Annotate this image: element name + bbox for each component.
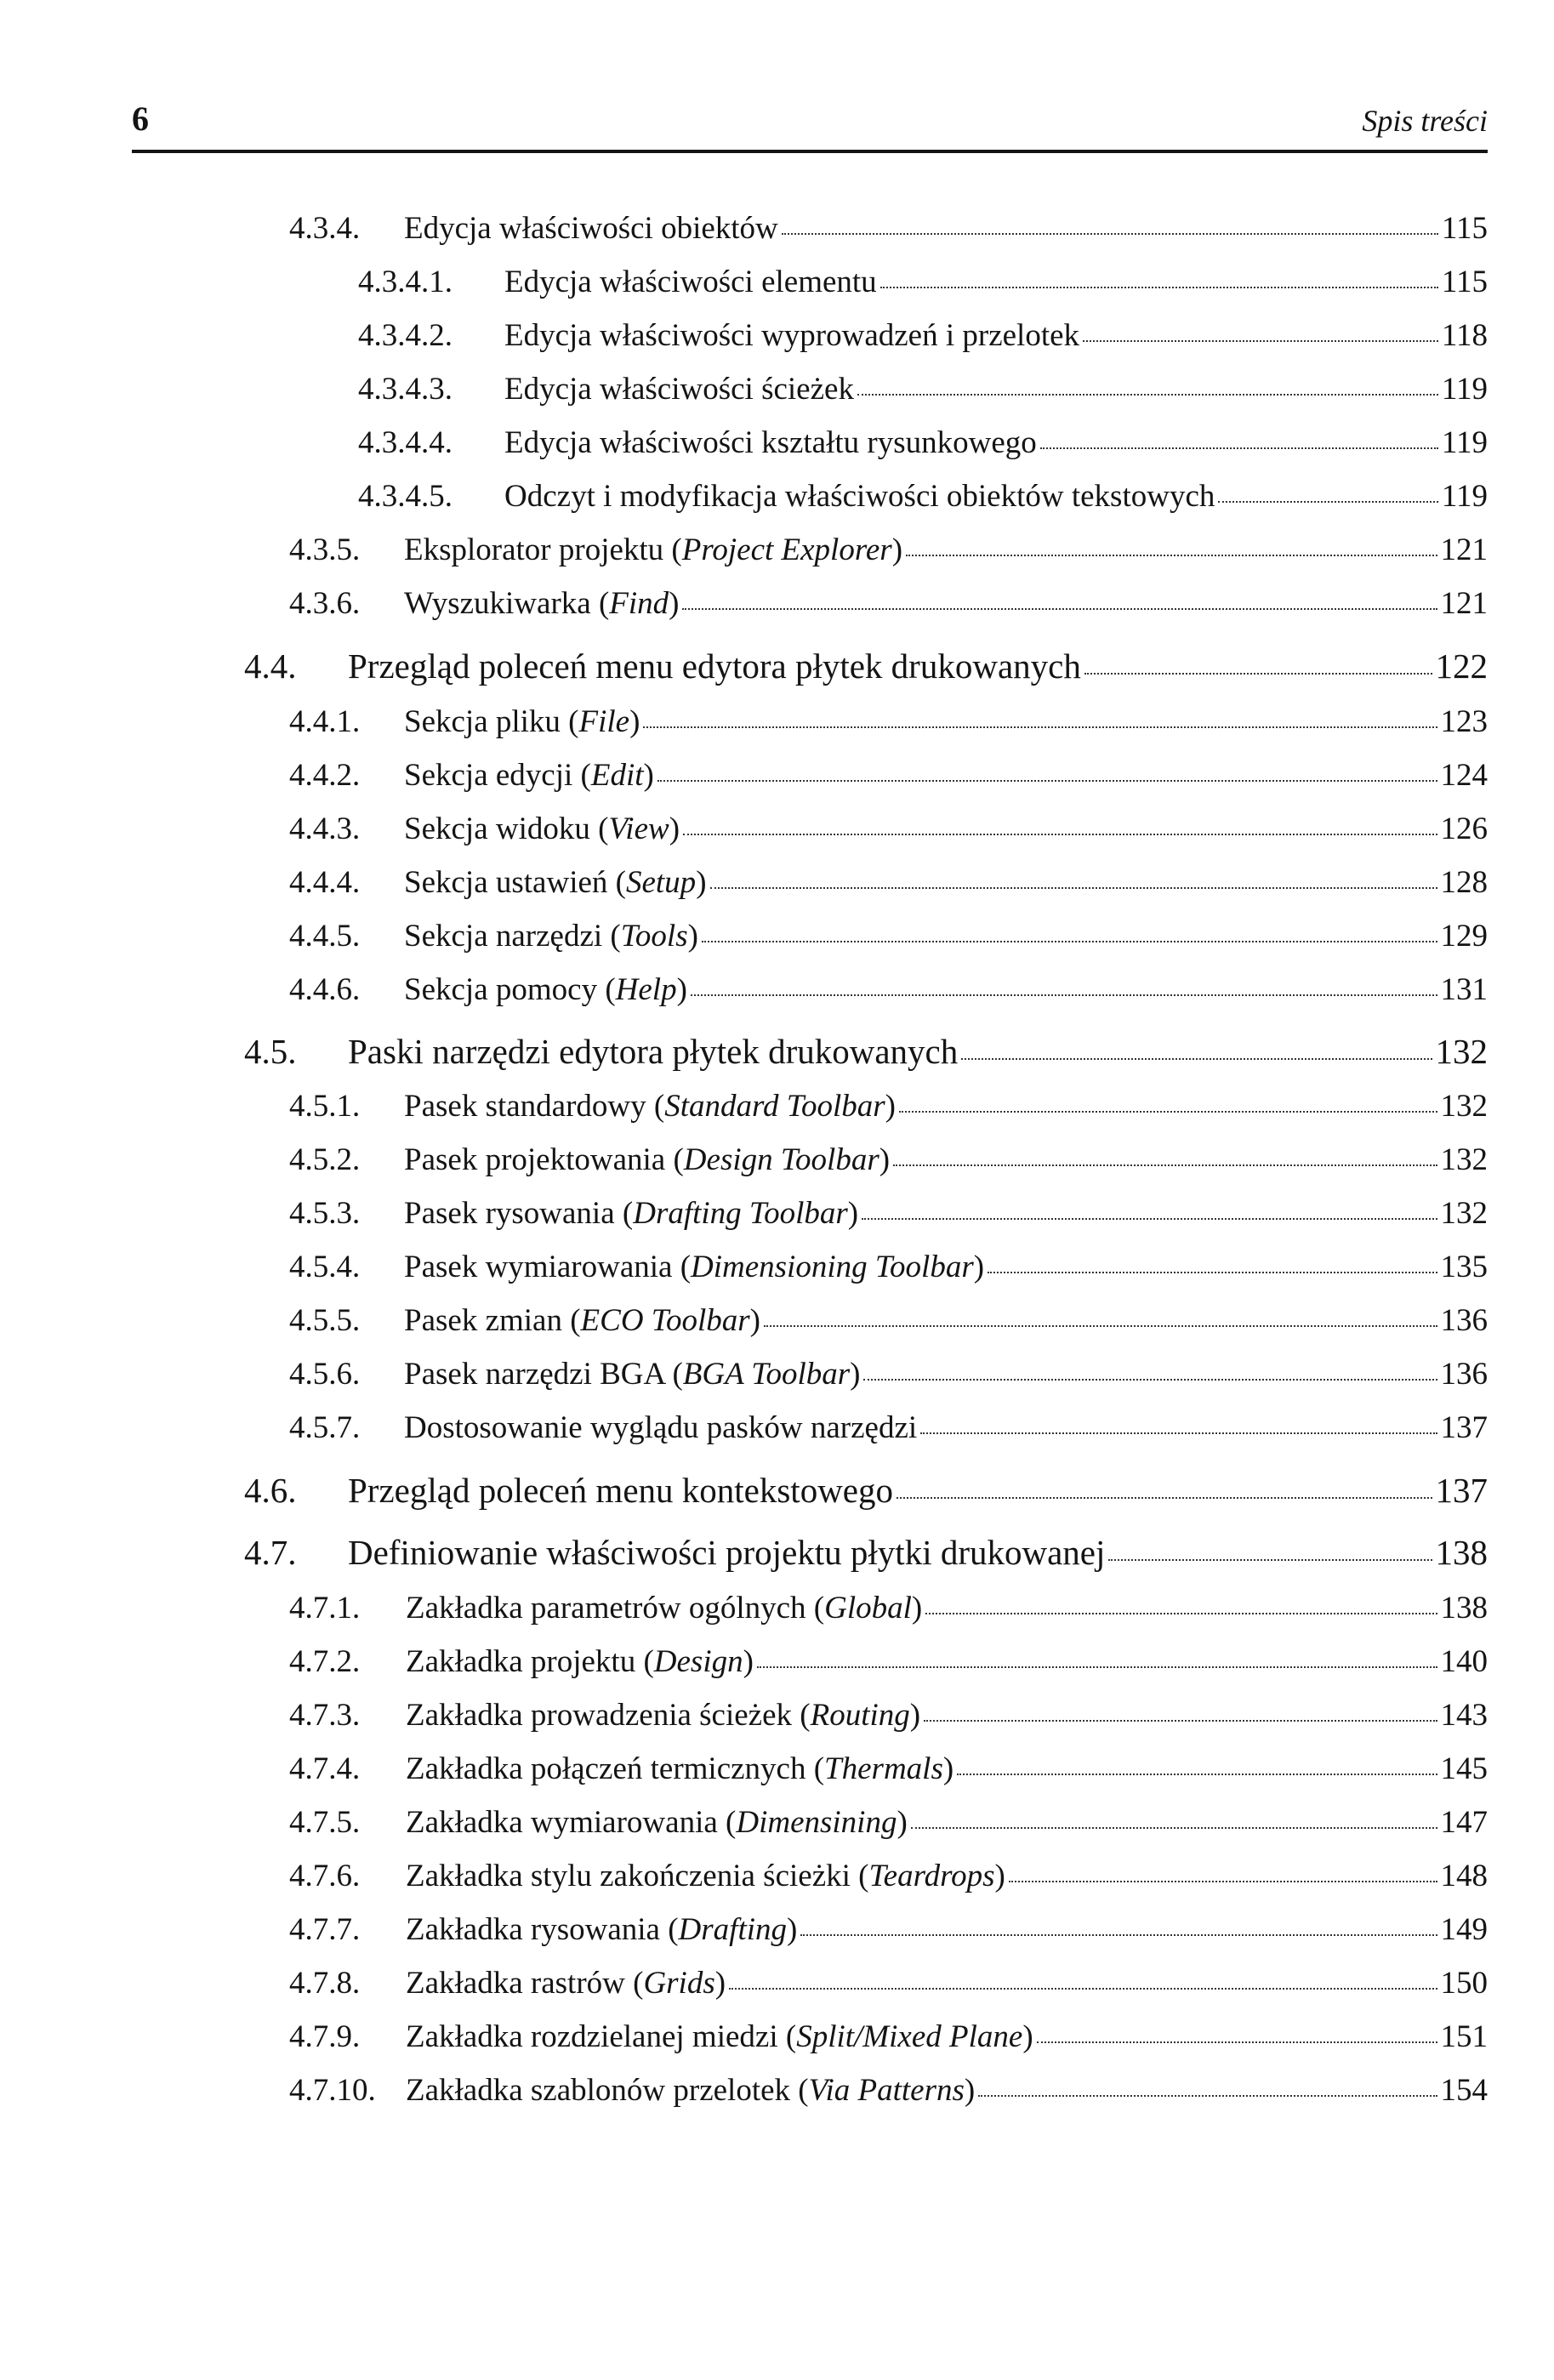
toc-page: 136 bbox=[1440, 1357, 1488, 1392]
toc-page: 121 bbox=[1440, 532, 1488, 567]
toc-title: Pasek narzędzi BGA (BGA Toolbar) bbox=[404, 1357, 861, 1392]
dot-leader bbox=[961, 1058, 1432, 1060]
toc-page: 132 bbox=[1440, 1089, 1488, 1124]
toc-number: 4.7.3. bbox=[289, 1698, 361, 1733]
toc-entry[interactable] bbox=[289, 1753, 1488, 1785]
dot-leader bbox=[924, 1720, 1437, 1722]
toc-entry[interactable] bbox=[289, 588, 1488, 619]
toc-entry[interactable] bbox=[289, 867, 1488, 898]
toc-entry[interactable] bbox=[244, 1535, 1488, 1570]
toc-number: 4.5.5. bbox=[289, 1303, 361, 1338]
dot-leader bbox=[978, 2095, 1437, 2097]
toc-title: Pasek standardowy (Standard Toolbar) bbox=[404, 1089, 896, 1124]
dot-leader bbox=[643, 726, 1437, 728]
toc-title: Pasek projektowania (Design Toolbar) bbox=[404, 1142, 891, 1177]
toc-number: 4.3.4. bbox=[289, 211, 361, 246]
toc-page: 135 bbox=[1440, 1250, 1488, 1284]
dot-leader bbox=[757, 1666, 1437, 1668]
toc-page: 140 bbox=[1440, 1644, 1488, 1679]
toc-entry[interactable] bbox=[289, 1251, 1488, 1283]
toc-page: 137 bbox=[1440, 1410, 1488, 1445]
toc-number: 4.3.5. bbox=[289, 532, 361, 567]
dot-leader bbox=[1040, 447, 1438, 449]
toc-number: 4.4.1. bbox=[289, 704, 361, 739]
toc-title: Zakładka rastrów (Grids) bbox=[406, 1966, 726, 2001]
toc-page: 124 bbox=[1440, 758, 1488, 793]
toc-number: 4.3.4.1. bbox=[358, 265, 453, 299]
toc-number: 4.7.5. bbox=[289, 1805, 361, 1840]
toc-entry[interactable] bbox=[358, 320, 1488, 351]
toc-number: 4.3.4.4. bbox=[358, 425, 453, 460]
toc-number: 4.4.6. bbox=[289, 972, 361, 1007]
toc-number: 4.7.8. bbox=[289, 1966, 361, 2001]
dot-leader bbox=[702, 941, 1437, 942]
toc-number: 4.5.1. bbox=[289, 1089, 361, 1124]
toc-title: Wyszukiwarka (Find) bbox=[404, 586, 680, 621]
dot-leader bbox=[691, 994, 1437, 996]
dot-leader bbox=[1084, 673, 1432, 675]
dot-leader bbox=[988, 1272, 1437, 1273]
toc-entry[interactable] bbox=[289, 920, 1488, 952]
dot-leader bbox=[1083, 340, 1438, 342]
toc-page: 115 bbox=[1441, 265, 1488, 299]
toc-title: Paski narzędzi edytora płytek drukowanych bbox=[348, 1032, 959, 1071]
toc-entry[interactable] bbox=[358, 481, 1488, 512]
toc-page: 118 bbox=[1441, 318, 1488, 353]
toc-title: Przegląd poleceń menu edytora płytek drukowanych bbox=[348, 646, 1081, 686]
toc-title: Sekcja widoku (View) bbox=[404, 811, 680, 846]
toc-title: Zakładka stylu zakończenia ścieżki (Teardrops) bbox=[406, 1859, 1005, 1893]
dot-leader bbox=[657, 780, 1437, 782]
toc-title: Sekcja pomocy (Help) bbox=[404, 972, 687, 1007]
toc-page: 119 bbox=[1441, 372, 1488, 407]
dot-leader bbox=[899, 1111, 1437, 1113]
toc-entry[interactable] bbox=[289, 213, 1488, 244]
toc-entry[interactable] bbox=[358, 427, 1488, 458]
toc-title: Pasek wymiarowania (Dimensioning Toolbar) bbox=[404, 1250, 985, 1284]
toc-number: 4.4. bbox=[244, 646, 297, 686]
toc-entry[interactable] bbox=[358, 266, 1488, 298]
toc-entry[interactable] bbox=[289, 1358, 1488, 1390]
toc-title: Odczyt i modyfikacja właściwości obiektów tekstowych bbox=[504, 479, 1215, 514]
dot-leader bbox=[1009, 1881, 1437, 1882]
toc-number: 4.5.2. bbox=[289, 1142, 361, 1177]
toc-number: 4.4.5. bbox=[289, 919, 361, 954]
toc-title: Edycja właściwości ścieżek bbox=[504, 372, 854, 407]
toc-page: 132 bbox=[1440, 1142, 1488, 1177]
toc-page: 132 bbox=[1435, 1032, 1488, 1071]
toc-entry[interactable] bbox=[289, 1144, 1488, 1176]
toc-entry[interactable] bbox=[289, 1592, 1488, 1624]
toc-number: 4.3.4.2. bbox=[358, 318, 453, 353]
toc-title: Edycja właściwości elementu bbox=[504, 265, 877, 299]
toc-entry[interactable] bbox=[289, 1305, 1488, 1336]
toc-page: 143 bbox=[1440, 1698, 1488, 1733]
dot-leader bbox=[911, 1827, 1437, 1829]
toc-number: 4.7.2. bbox=[289, 1644, 361, 1679]
toc-number: 4.3.4.3. bbox=[358, 372, 453, 407]
dot-leader bbox=[880, 287, 1438, 288]
toc-title: Zakładka rozdzielanej miedzi (Split/Mixed Plane) bbox=[406, 2019, 1033, 2054]
toc-entry[interactable] bbox=[289, 1967, 1488, 1999]
toc-page: 148 bbox=[1440, 1859, 1488, 1893]
toc-number: 4.4.3. bbox=[289, 811, 361, 846]
toc-title: Zakładka szablonów przelotek (Via Patterns) bbox=[406, 2073, 976, 2108]
toc-page: 126 bbox=[1440, 811, 1488, 846]
dot-leader bbox=[906, 555, 1437, 556]
toc-number: 4.4.4. bbox=[289, 865, 361, 900]
toc-number: 4.7.6. bbox=[289, 1859, 361, 1893]
toc-title: Edycja właściwości kształtu rysunkowego bbox=[504, 425, 1037, 460]
toc-title: Zakładka rysowania (Drafting) bbox=[406, 1912, 798, 1947]
dot-leader bbox=[857, 394, 1438, 396]
toc-title: Zakładka połączeń termicznych (Thermals) bbox=[406, 1751, 954, 1786]
toc-title: Dostosowanie wyglądu pasków narzędzi bbox=[404, 1410, 918, 1445]
toc-entry[interactable] bbox=[289, 760, 1488, 791]
toc-number: 4.5.4. bbox=[289, 1250, 361, 1284]
toc-number: 4.5.3. bbox=[289, 1196, 361, 1231]
toc-number: 4.3.6. bbox=[289, 586, 361, 621]
toc-page: 138 bbox=[1440, 1591, 1488, 1626]
toc-title: Przegląd poleceń menu kontekstowego bbox=[348, 1471, 894, 1510]
toc-page: 123 bbox=[1440, 704, 1488, 739]
toc-entry[interactable] bbox=[289, 1198, 1488, 1229]
toc-number: 4.7.4. bbox=[289, 1751, 361, 1786]
toc-title: Pasek zmian (ECO Toolbar) bbox=[404, 1303, 760, 1338]
toc-title: Sekcja ustawień (Setup) bbox=[404, 865, 707, 900]
dot-leader bbox=[1108, 1559, 1432, 1561]
toc-number: 4.5.7. bbox=[289, 1410, 361, 1445]
toc-entry[interactable] bbox=[289, 1700, 1488, 1731]
toc-title: Sekcja edycji (Edit) bbox=[404, 758, 654, 793]
toc-page: 132 bbox=[1440, 1196, 1488, 1231]
toc-title: Edycja właściwości wyprowadzeń i przelotek bbox=[504, 318, 1080, 353]
toc-entry[interactable] bbox=[289, 1646, 1488, 1677]
toc-title: Eksplorator projektu (Project Explorer) bbox=[404, 532, 903, 567]
toc-page: 154 bbox=[1440, 2073, 1488, 2108]
dot-leader bbox=[710, 887, 1437, 889]
toc-entry[interactable] bbox=[289, 813, 1488, 845]
toc-page: 137 bbox=[1435, 1471, 1488, 1510]
page-number: 6 bbox=[132, 100, 149, 138]
toc-entry[interactable] bbox=[289, 2021, 1488, 2053]
toc-title: Zakładka prowadzenia ścieżek (Routing) bbox=[406, 1698, 921, 1733]
toc-number: 4.3.4.5. bbox=[358, 479, 453, 514]
dot-leader bbox=[729, 1988, 1437, 1990]
toc-page: 145 bbox=[1440, 1751, 1488, 1786]
dot-leader bbox=[862, 1218, 1437, 1220]
dot-leader bbox=[764, 1325, 1437, 1327]
toc-number: 4.6. bbox=[244, 1471, 297, 1510]
dot-leader bbox=[957, 1774, 1437, 1775]
toc-entry[interactable] bbox=[289, 2075, 1488, 2106]
toc-number: 4.7.9. bbox=[289, 2019, 361, 2054]
toc-entry[interactable] bbox=[289, 974, 1488, 1005]
toc-page: 128 bbox=[1440, 865, 1488, 900]
toc-page: 150 bbox=[1440, 1966, 1488, 2001]
toc-page: 121 bbox=[1440, 586, 1488, 621]
toc-number: 4.5.6. bbox=[289, 1357, 361, 1392]
toc-entry[interactable] bbox=[358, 373, 1488, 405]
toc-page: 119 bbox=[1441, 425, 1488, 460]
toc-title: Zakładka projektu (Design) bbox=[406, 1644, 754, 1679]
toc-number: 4.7.7. bbox=[289, 1912, 361, 1947]
dot-leader bbox=[682, 608, 1437, 610]
toc-page: 149 bbox=[1440, 1912, 1488, 1947]
dot-leader bbox=[920, 1432, 1437, 1434]
toc-page: 147 bbox=[1440, 1805, 1488, 1840]
toc-entry[interactable] bbox=[244, 1473, 1488, 1508]
toc-page: 119 bbox=[1441, 479, 1488, 514]
toc-page: 129 bbox=[1440, 919, 1488, 954]
dot-leader bbox=[897, 1497, 1432, 1499]
dot-leader bbox=[1037, 2041, 1437, 2043]
toc-title: Sekcja pliku (File) bbox=[404, 704, 640, 739]
toc-entry[interactable] bbox=[244, 646, 1488, 686]
toc-number: 4.5. bbox=[244, 1032, 297, 1071]
dot-leader bbox=[782, 233, 1438, 235]
toc-entry[interactable] bbox=[289, 534, 1488, 566]
dot-leader bbox=[893, 1164, 1437, 1166]
toc-number: 4.4.2. bbox=[289, 758, 361, 793]
toc-entry[interactable] bbox=[244, 1034, 1488, 1069]
toc-entry[interactable] bbox=[289, 706, 1488, 737]
toc-page: 115 bbox=[1441, 211, 1488, 246]
toc-entry[interactable] bbox=[289, 1090, 1488, 1122]
toc-entry[interactable] bbox=[289, 1412, 1488, 1443]
toc-page: 151 bbox=[1440, 2019, 1488, 2054]
toc-title: Pasek rysowania (Drafting Toolbar) bbox=[404, 1196, 859, 1231]
toc-number: 4.7.10. bbox=[289, 2073, 376, 2108]
toc-title: Zakładka wymiarowania (Dimensining) bbox=[406, 1805, 908, 1840]
toc-page: 136 bbox=[1440, 1303, 1488, 1338]
running-head: Spis treści bbox=[1362, 104, 1488, 138]
toc-page: 131 bbox=[1440, 972, 1488, 1007]
dot-leader bbox=[800, 1934, 1437, 1936]
dot-leader bbox=[863, 1379, 1437, 1381]
toc-entry[interactable] bbox=[289, 1807, 1488, 1838]
toc-entry[interactable] bbox=[289, 1860, 1488, 1892]
toc-title: Edycja właściwości obiektów bbox=[404, 211, 778, 246]
toc-page: 122 bbox=[1435, 646, 1488, 686]
toc-number: 4.7. bbox=[244, 1533, 297, 1572]
dot-leader bbox=[1218, 501, 1437, 503]
toc-page: 138 bbox=[1435, 1533, 1488, 1572]
toc-title: Zakładka parametrów ogólnych (Global) bbox=[406, 1591, 923, 1626]
dot-leader bbox=[683, 834, 1437, 835]
toc-number: 4.7.1. bbox=[289, 1591, 361, 1626]
toc-title: Definiowanie właściwości projektu płytki drukowanej bbox=[348, 1533, 1106, 1572]
toc-title: Sekcja narzędzi (Tools) bbox=[404, 919, 698, 954]
toc-entry[interactable] bbox=[289, 1914, 1488, 1945]
dot-leader bbox=[925, 1613, 1437, 1614]
